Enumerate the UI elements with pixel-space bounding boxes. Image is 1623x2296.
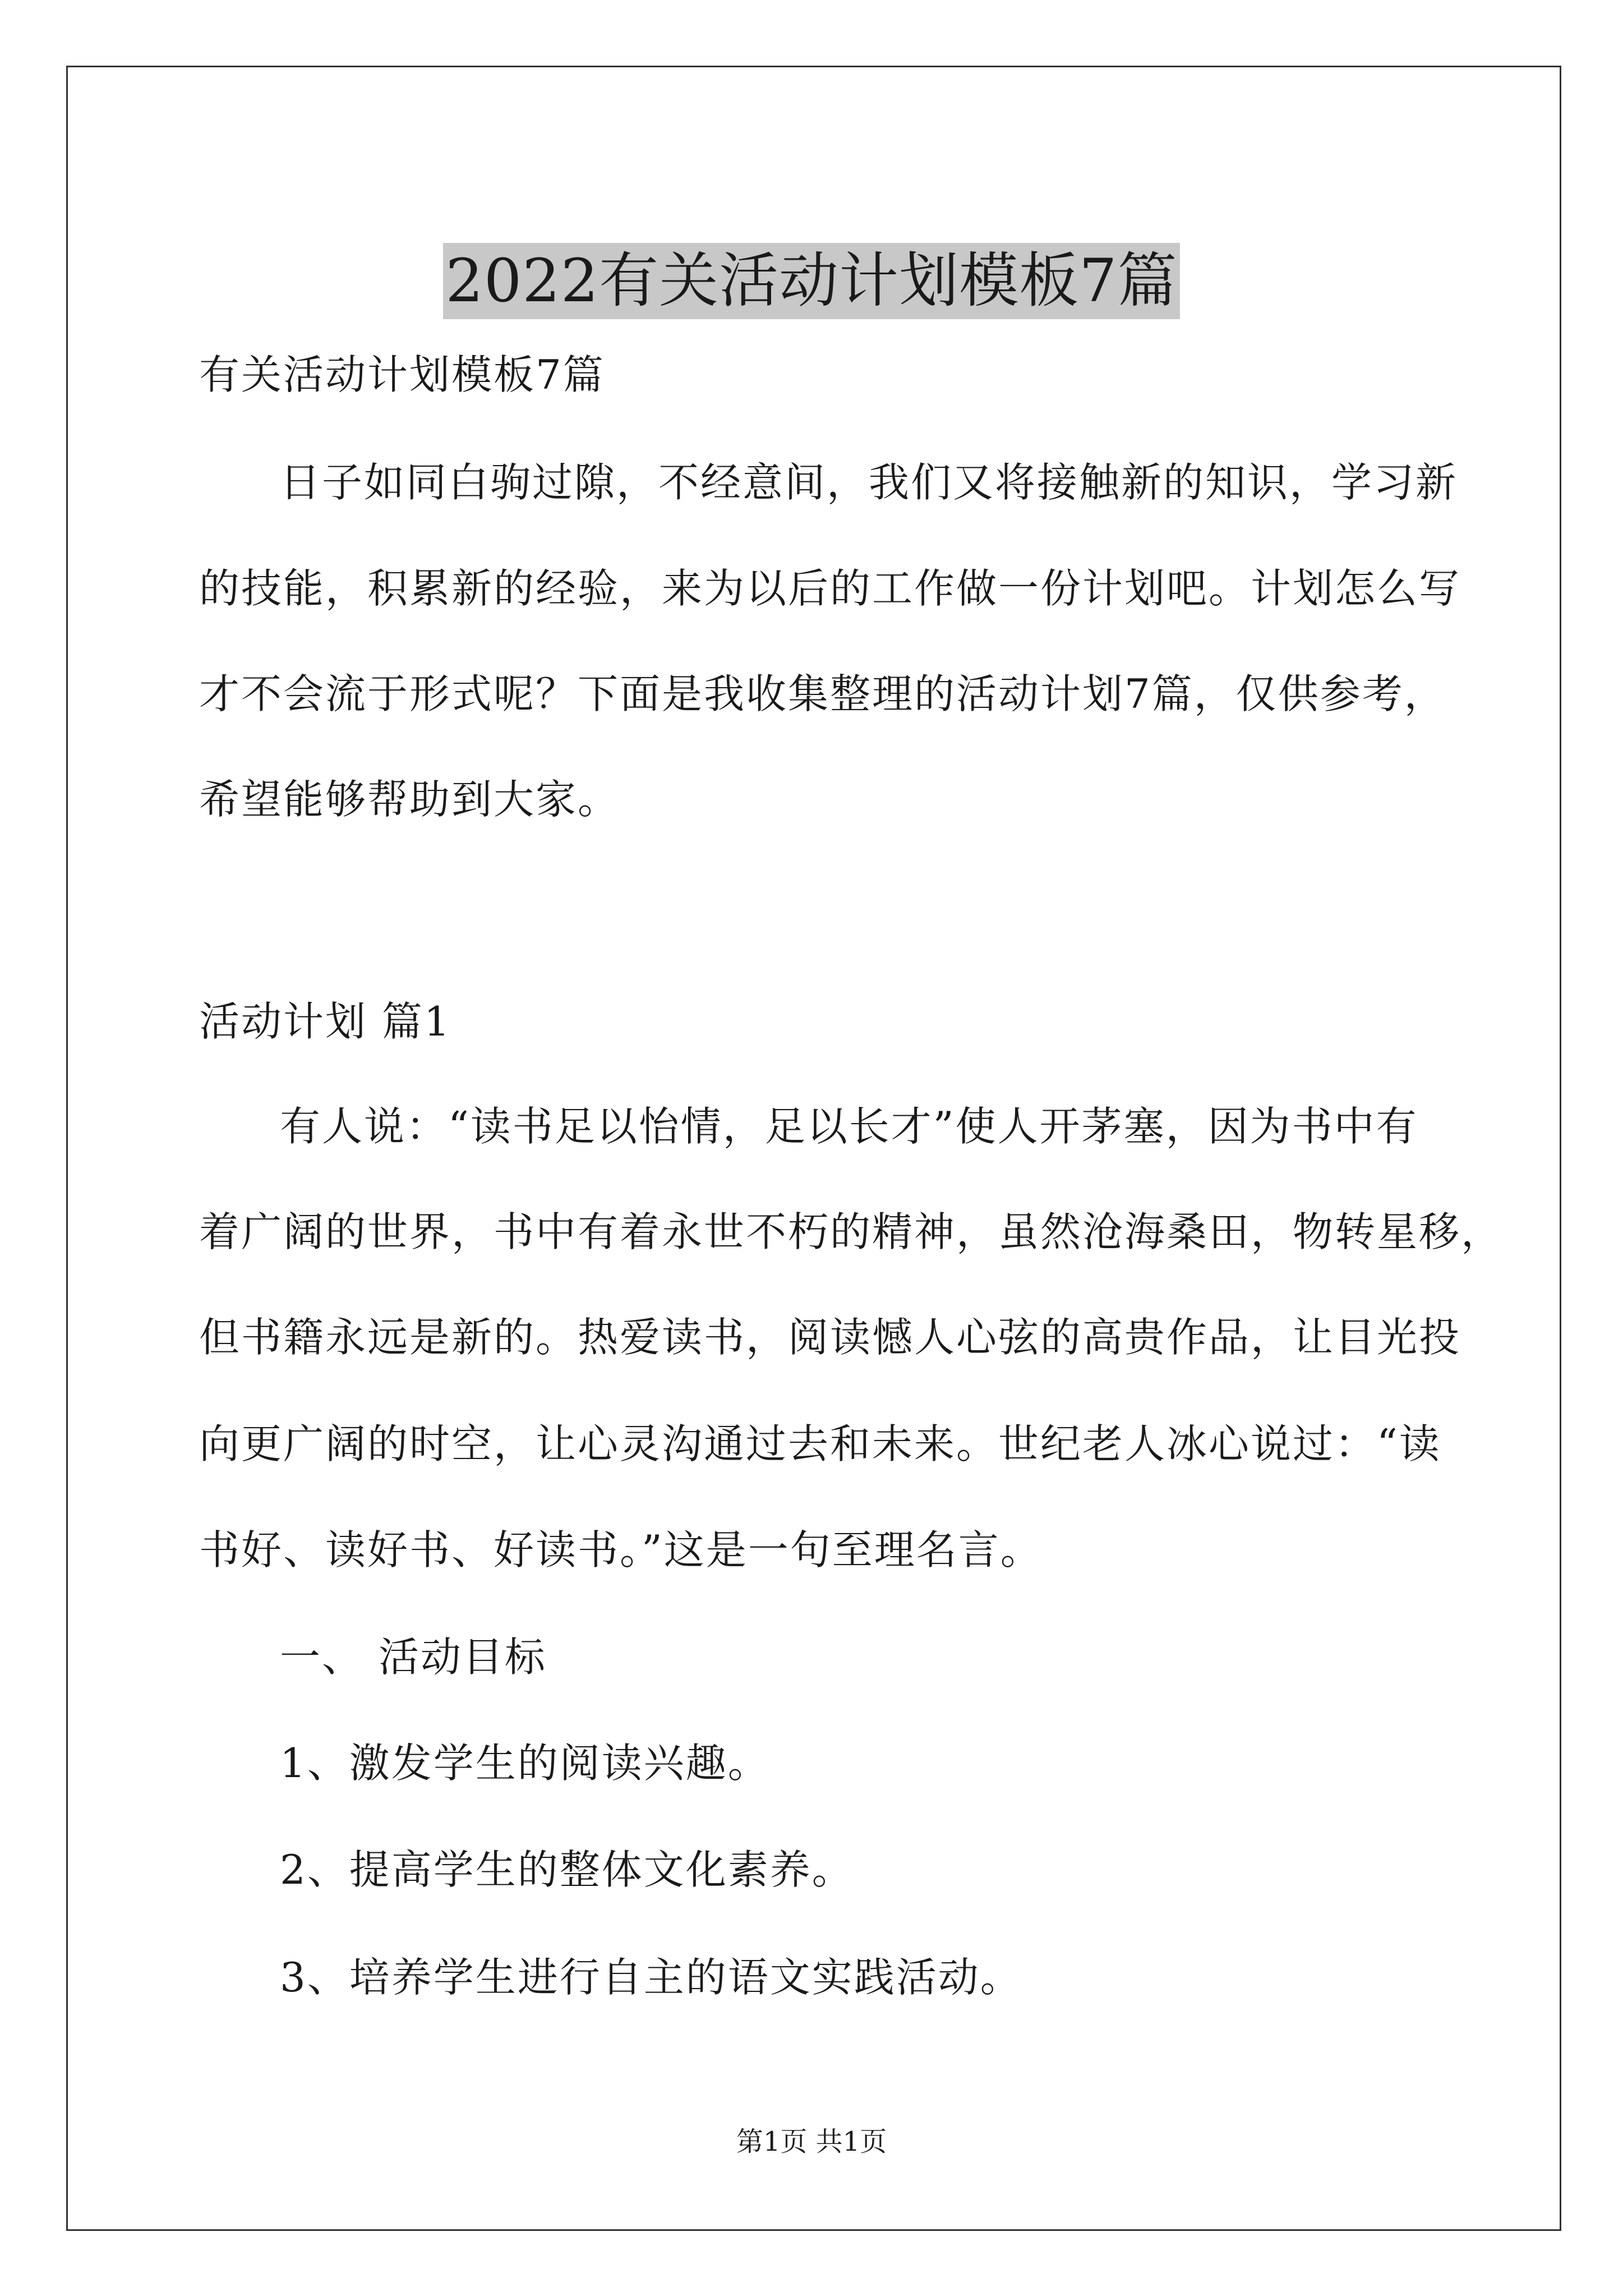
- page-number: 第1页 共1页: [736, 2126, 887, 2157]
- title-container: [0, 203, 1623, 359]
- document-title: 2022有关活动计划模板7篇: [443, 243, 1179, 319]
- section-line-1: 有人说：“读书足以怡情，足以长才”使人开茅塞，因为书中有: [280, 1103, 1418, 1150]
- goal-item-3: 3、培养学生进行自主的语文实践活动。: [280, 1954, 1022, 2001]
- section-line-4: 向更广阔的时空，让心灵沟通过去和未来。世纪老人冰心说过：“读: [199, 1420, 1441, 1467]
- intro-line-4: 希望能够帮助到大家。: [199, 776, 620, 823]
- goal-item-2: 2、提高学生的整体文化素养。: [280, 1846, 854, 1893]
- section-line-5: 书好、读好书、好读书。”这是一句至理名言。: [199, 1526, 1043, 1573]
- intro-line-2: 的技能，积累新的经验，来为以后的工作做一份计划吧。计划怎么写: [199, 565, 1461, 612]
- section-heading: 活动计划 篇1: [199, 998, 451, 1045]
- goal-item-1: 1、激发学生的阅读兴趣。: [280, 1740, 770, 1787]
- section-line-3: 但书籍永远是新的。热爱读书，阅读憾人心弦的高贵作品，让目光投: [199, 1314, 1461, 1361]
- goals-heading: 一、 活动目标: [280, 1634, 547, 1681]
- page-footer: [0, 2125, 1623, 2159]
- intro-line-3: 才不会流于形式呢？下面是我收集整理的活动计划7篇，仅供参考，: [199, 670, 1446, 717]
- section-line-2: 着广阔的世界，书中有着永世不朽的精神，虽然沧海桑田，物转星移，: [199, 1208, 1504, 1255]
- intro-line-1: 日子如同白驹过隙，不经意间，我们又将接触新的知识，学习新: [280, 459, 1458, 506]
- document-subtitle: 有关活动计划模板7篇: [199, 351, 605, 398]
